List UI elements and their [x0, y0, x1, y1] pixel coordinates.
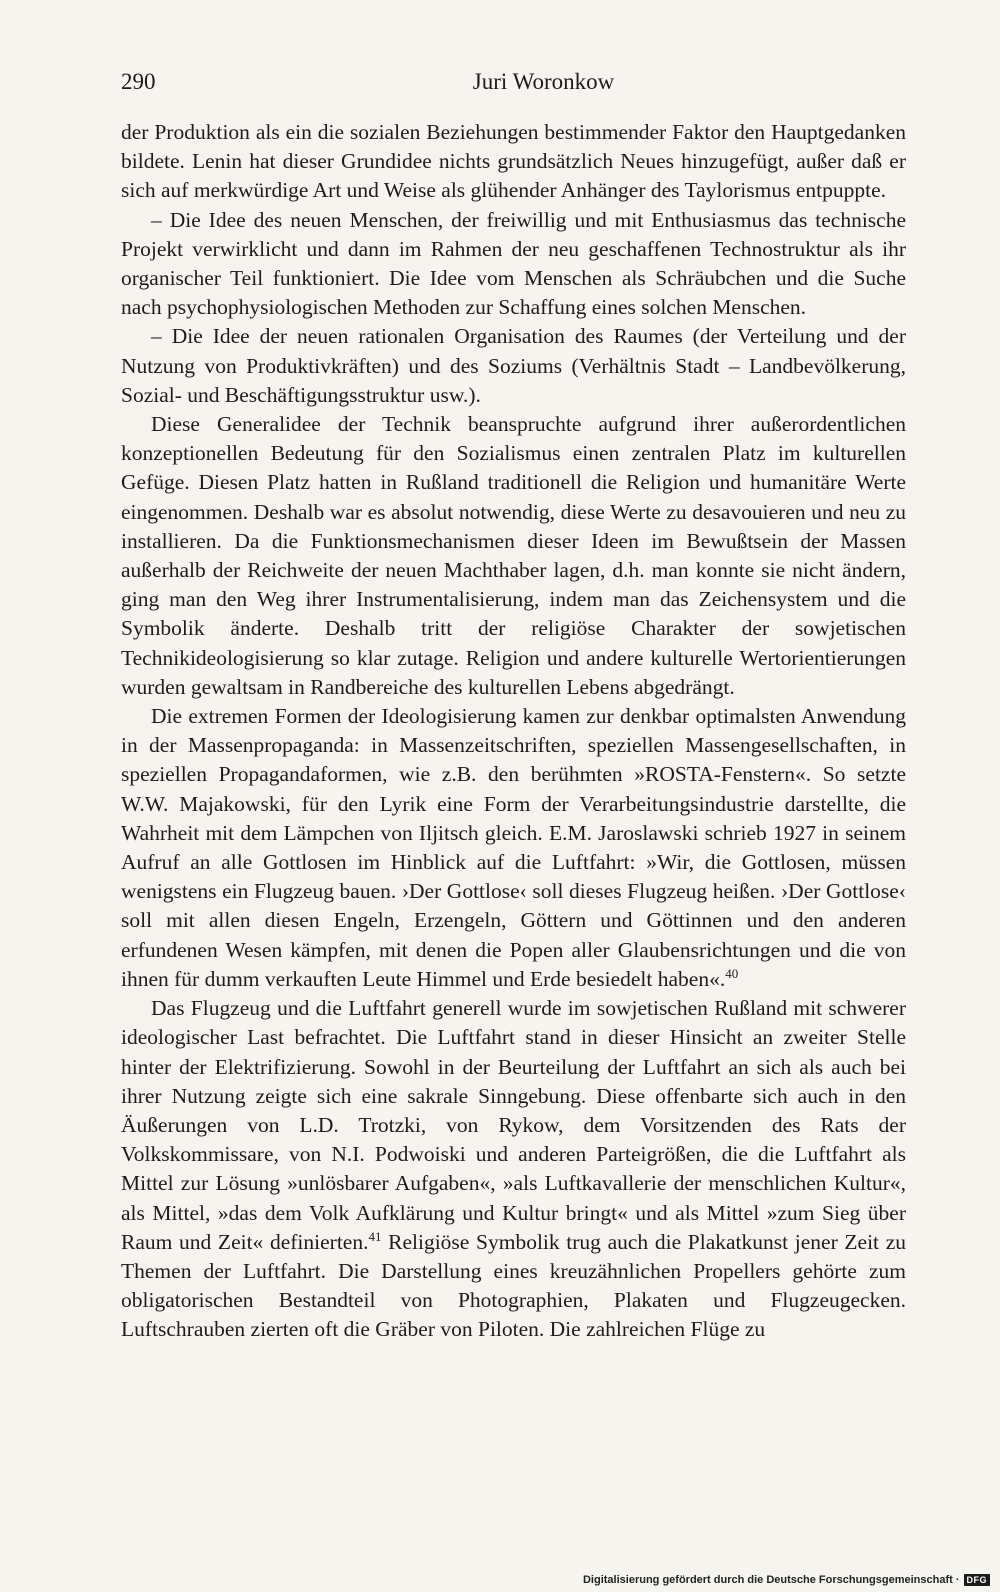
paragraph-6 — [121, 994, 906, 1344]
paragraph-text: – Die Idee der neuen rationalen Organisation des Raumes (der Verteilung und der Nutzung von Produktivkräften) und des Soziums (Verhältnis Stadt – Landbevölkerung, Sozial- und Beschäftigungsstruktur usw.). — [121, 324, 906, 407]
body-text — [121, 118, 906, 1345]
paragraph-5 — [121, 702, 906, 994]
dfg-logo-icon: DFG — [964, 1574, 991, 1586]
paragraph-text: der Produktion als ein die sozialen Beziehungen bestimmender Faktor den Hauptgedanken bildete. Lenin hat dieser Grundidee nichts grundsätzlich Neues hinzugefügt, außer daß er sich auf merkwürdige Art und Weise als glühender Anhänger des Taylorismus entpuppte. — [121, 120, 906, 203]
paragraph-text-continued: Religiöse Symbolik trug auch die Plakatkunst jener Zeit zu Themen der Luftfahrt. Die Darstellung eines kreuzähnlichen Propellers gehörte zum obligatorischen Bestandteil von Photographien, Plakaten und Flugzeugecken. Luftschrauben zierten oft die Gräber von Piloten. Die zahlreichen Flüge zu — [121, 1229, 906, 1342]
paragraph-text: Die extremen Formen der Ideologisierung kamen zur denkbar optimalsten Anwendung in der Massenpropaganda: in Massenzeitschriften, speziellen Massengesellschaften, in speziellen Propagandaformen, wie z.B. den berühmten »ROSTA-Fenstern«. So setzte W.W. Majakowski, für den Lyrik eine Form der Verarbeitungsindustrie darstellte, die Wahrheit mit dem Lämpchen von Iljitsch gleich. E.M. Jaroslawski schrieb 1927 in seinem Aufruf an alle Gottlosen im Hinblick auf die Luftfahrt: »Wir, die Gottlosen, müssen wenigstens ein Flugzeug bauen. ›Der Gottlose‹ soll dieses Flugzeug heißen. ›Der Gottlose‹ soll mit allen diesen Engeln, Erzengeln, Göttern und Göttinnen und den anderen erfundenen Wesen kämpfen, mit denen die Popen aller Glaubensrichtungen und die von ihnen für dumm verkauften Leute Himmel und Erde besiedelt haben«. — [121, 704, 906, 991]
footnote-marker: 41 — [368, 1228, 382, 1244]
paragraph-4 — [121, 410, 906, 702]
paragraph-3 — [121, 322, 906, 410]
paragraph-text: Das Flugzeug und die Luftfahrt generell wurde im sowjetischen Rußland mit schwerer ideologischer Last befrachtet. Die Luftfahrt stand in dieser Hinsicht an zweiter Stelle hinter der Elektrifizierung. Sowohl in der Beurteilung der Luftfahrt an sich als auch bei ihrer Nutzung zeigte sich eine sakrale Sinngebung. Diese offenbarte sich auch in den Äußerungen von L.D. Trotzki, von Rykow, dem Vorsitzenden des Rats der Volkskommissare, von N.I. Podwoiski und anderen Parteigrößen, die die Luftfahrt als Mittel zur Lösung »unlösbarer Aufgaben«, »als Luftkavallerie der menschlichen Kultur«, als Mittel, »das dem Volk Aufklärung und Kultur bringt« und als Mittel »zum Sieg über Raum und Zeit« definierten. — [121, 996, 906, 1254]
paragraph-text: Diese Generalidee der Technik beanspruchte aufgrund ihrer außerordentlichen konzeptionellen Bedeutung für den Sozialismus einen zentralen Platz im kulturellen Gefüge. Diesen Platz hatten in Rußland traditionell die Religion und humanitäre Werte eingenommen. Deshalb war es absolut notwendig, diese Werte zu desavouieren und neu zu installieren. Da die Funktionsmechanismen dieser Ideen im Bewußtsein der Massen außerhalb der Reichweite der neuen Machthaber lagen, d.h. man konnte sie nicht ändern, ging man den Weg ihrer Instrumentalisierung, indem man das Zeichensystem und die Symbolik änderte. Deshalb tritt der religiöse Charakter der sowjetischen Technikideologisierung so klar zutage. Religion und andere kulturelle Wertorientierungen wurden gewaltsam in Randbereiche des kulturellen Lebens abgedrängt. — [121, 412, 906, 699]
paragraph-text: – Die Idee des neuen Menschen, der freiwillig und mit Enthusiasmus das technische Projekt verwirklicht und dann im Rahmen der neu geschaffenen Technostruktur als ihr organischer Teil funktioniert. Die Idee vom Menschen als Schräubchen und die Suche nach psychophysiologischen Methoden zur Schaffung eines solchen Menschen. — [121, 207, 906, 320]
digitization-credit: Digitalisierung gefördert durch die Deutsche Forschungsgemeinschaft · — [582, 1574, 960, 1586]
paragraph-1 — [121, 118, 906, 206]
paragraph-2 — [121, 206, 906, 323]
running-head: Juri Woronkow — [472, 69, 615, 94]
page-number: 290 — [121, 69, 156, 94]
page-header — [121, 64, 906, 100]
footnote-marker: 40 — [725, 965, 739, 981]
digitization-footer — [583, 1574, 990, 1586]
